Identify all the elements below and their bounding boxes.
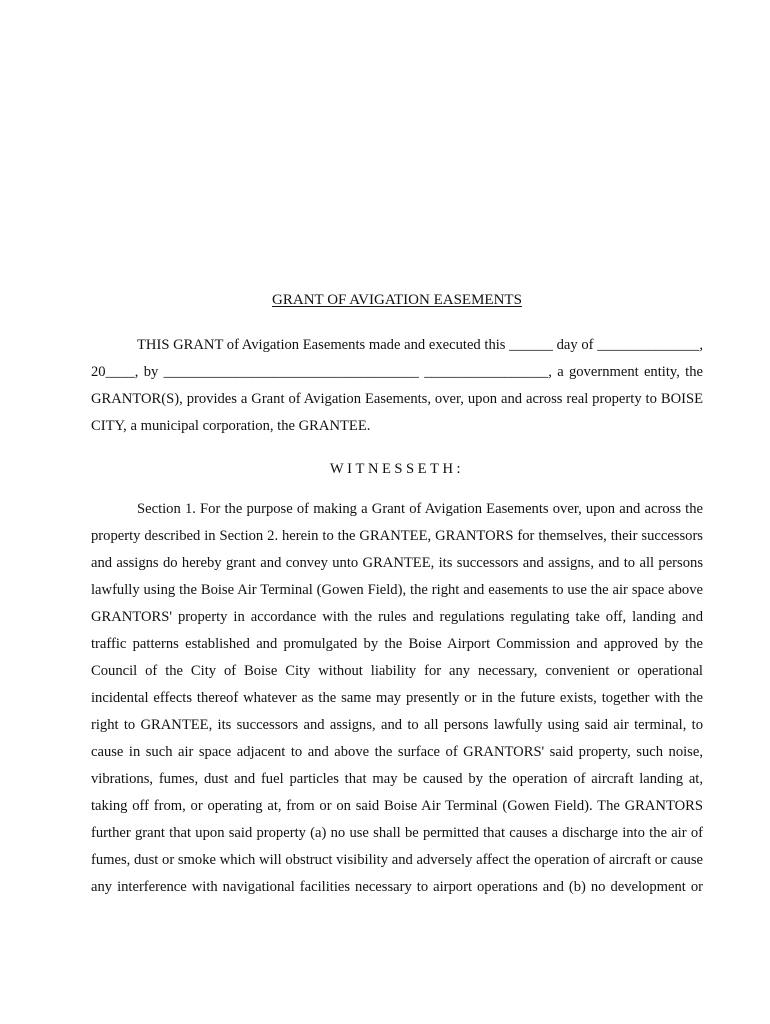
opening-line: THIS GRANT of Avigation Easements made and executed this ______ day of ______________, — [137, 337, 703, 353]
section-1-line: further grant that upon said property (a) no use shall be permitted that causes a discharge into the air of — [91, 825, 703, 841]
section-1-line: fumes, dust or smoke which will obstruct visibility and adversely affect the operation of aircraft or cause — [91, 852, 703, 868]
document-page — [91, 292, 703, 901]
section-1-paragraph — [91, 496, 703, 901]
opening-line: CITY, a municipal corporation, the GRANTEE. — [91, 418, 371, 434]
opening-line: 20____, by ___________________________________ _________________, a government entity, the — [91, 364, 703, 380]
section-1-line: right to GRANTEE, its successors and assigns, and to all persons lawfully using said air terminal, to — [91, 717, 703, 733]
section-1-line: GRANTORS' property in accordance with the rules and regulations regulating take off, landing and — [91, 609, 703, 625]
witnesseth-heading — [91, 458, 703, 480]
section-1-line: property described in Section 2. herein to the GRANTEE, GRANTORS for themselves, their successors — [91, 528, 703, 544]
section-1-line: lawfully using the Boise Air Terminal (Gowen Field), the right and easements to use the air space above — [91, 582, 703, 598]
section-1-line: incidental effects thereof whatever as the same may presently or in the future exists, together with the — [91, 690, 703, 706]
section-1-line: and assigns do hereby grant and convey unto GRANTEE, its successors and assigns, and to all persons — [91, 555, 703, 571]
opening-paragraph — [91, 332, 703, 440]
witnesseth-text: WITNESSETH: — [329, 461, 465, 477]
opening-line: GRANTOR(S), provides a Grant of Avigation Easements, over, upon and across real property to BOISE — [91, 391, 703, 407]
section-1-line: taking off from, or operating at, from or on said Boise Air Terminal (Gowen Field). The GRANTORS — [91, 798, 703, 814]
section-1-line: Council of the City of Boise City without liability for any necessary, convenient or operational — [91, 663, 703, 679]
section-1-line: any interference with navigational facilities necessary to airport operations and (b) no development or — [91, 879, 703, 895]
section-1-line: Section 1. For the purpose of making a Grant of Avigation Easements over, upon and across the — [137, 501, 703, 517]
section-1-line: traffic patterns established and promulgated by the Boise Airport Commission and approved by the — [91, 636, 703, 652]
section-1-line: vibrations, fumes, dust and fuel particles that may be caused by the operation of aircraft landing at, — [91, 771, 703, 787]
document-title: GRANT OF AVIGATION EASEMENTS — [272, 292, 522, 308]
section-1-line: cause in such air space adjacent to and above the surface of GRANTORS' said property, such noise, — [91, 744, 703, 760]
